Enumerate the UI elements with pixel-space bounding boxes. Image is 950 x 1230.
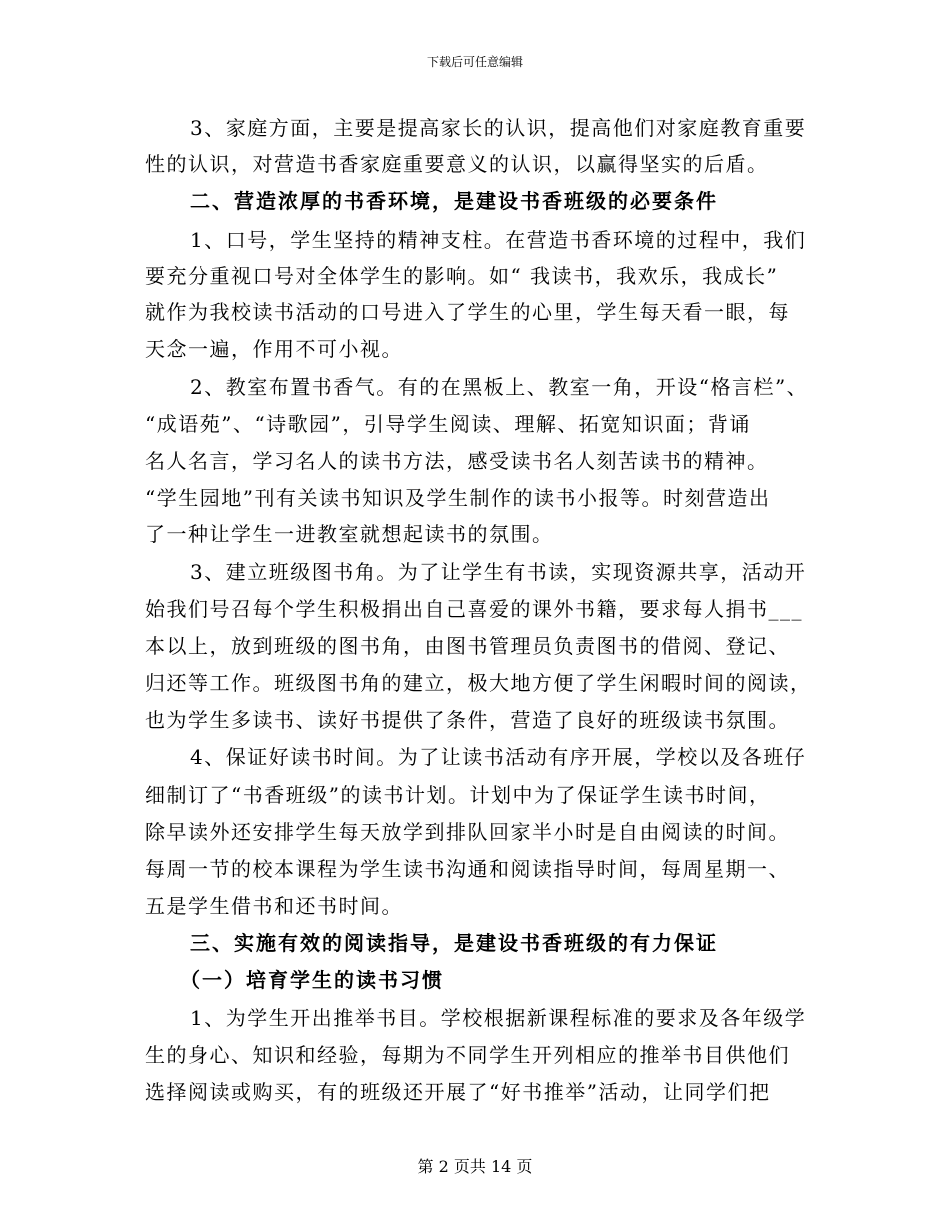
paragraph-line: “学生园地”刊有关读书知识及学生制作的读书小报等。时刻营造出 [145,486,771,510]
section-heading: 三、实施有效的阅读指导，是建设书香班级的有力保证 [190,931,718,955]
paragraph-line: 要充分重视口号对全体学生的影响。如“ 我读书，我欢乐，我成长” [145,264,779,288]
paragraph-line: 4、保证好读书时间。为了让读书活动有序开展，学校以及各班仔 [190,745,807,769]
paragraph-line: 天念一遍，作用不可小视。 [145,337,403,361]
paragraph-line: 始我们号召每个学生积极捐出自己喜爱的课外书籍，要求每人捐书___ [145,597,803,621]
paragraph-line: 归还等工作。班级图书角的建立，极大地方便了学生闲暇时间的阅读， [145,671,812,695]
paragraph-line: 1、为学生开出推举书目。学校根据新课程标准的要求及各年级学 [190,1006,807,1030]
section-heading: 二、营造浓厚的书香环境，是建设书香班级的必要条件 [190,189,718,213]
paragraph-line: 性的认识，对营造书香家庭重要意义的认识，以赢得坚实的后盾。 [145,152,769,176]
paragraph-line: 3、家庭方面，主要是提高家长的认识，提高他们对家庭教育重要 [190,116,807,140]
paragraph-line: 也为学生多读书、读好书提供了条件，营造了良好的班级读书氛围。 [145,708,790,732]
paragraph-line: 选择阅读或购买，有的班级还开展了“好书推举”活动，让同学们把 [145,1080,771,1104]
paragraph-line: 五是学生借书和还书时间。 [145,894,403,918]
paragraph-line: 名人名言，学习名人的读书方法，感受读书名人刻苦读书的精神。 [145,449,769,473]
paragraph-line: 就作为我校读书活动的口号进入了学生的心里，学生每天看一眼，每 [145,300,790,324]
paragraph-line: 3、建立班级图书角。为了让学生有书读，实现资源共享，活动开 [190,560,807,584]
paragraph-line: 本以上，放到班级的图书角，由图书管理员负责图书的借阅、登记、 [145,634,790,658]
paragraph-line: “成语苑”、“诗歌园”，引导学生阅读、理解、拓宽知识面；背诵 [145,412,751,436]
paragraph-line: 了一种让学生一进教室就想起读书的氛围。 [145,522,554,546]
page-header: 下载后可任意编辑 [426,55,523,69]
paragraph-line: 1、口号，学生坚持的精神支柱。在营造书香环境的过程中，我们 [190,228,807,252]
paragraph-line: 细制订了“书香班级”的读书计划。计划中为了保证学生读书时间， [145,783,771,807]
page-number: 第 2 页共 14 页 [417,1157,533,1176]
paragraph-line: 除早读外还安排学生每天放学到排队回家半小时是自由阅读的时间。 [145,820,790,844]
subsection-heading: （一）培育学生的读书习惯 [180,968,444,992]
paragraph-line: 2、教室布置书香气。有的在黑板上、教室一角，开设“格言栏”、 [190,375,809,399]
paragraph-line: 生的身心、知识和经验，每期为不同学生开列相应的推举书目供他们 [145,1043,790,1067]
paragraph-line: 每周一节的校本课程为学生读书沟通和阅读指导时间，每周星期一、 [145,857,790,881]
